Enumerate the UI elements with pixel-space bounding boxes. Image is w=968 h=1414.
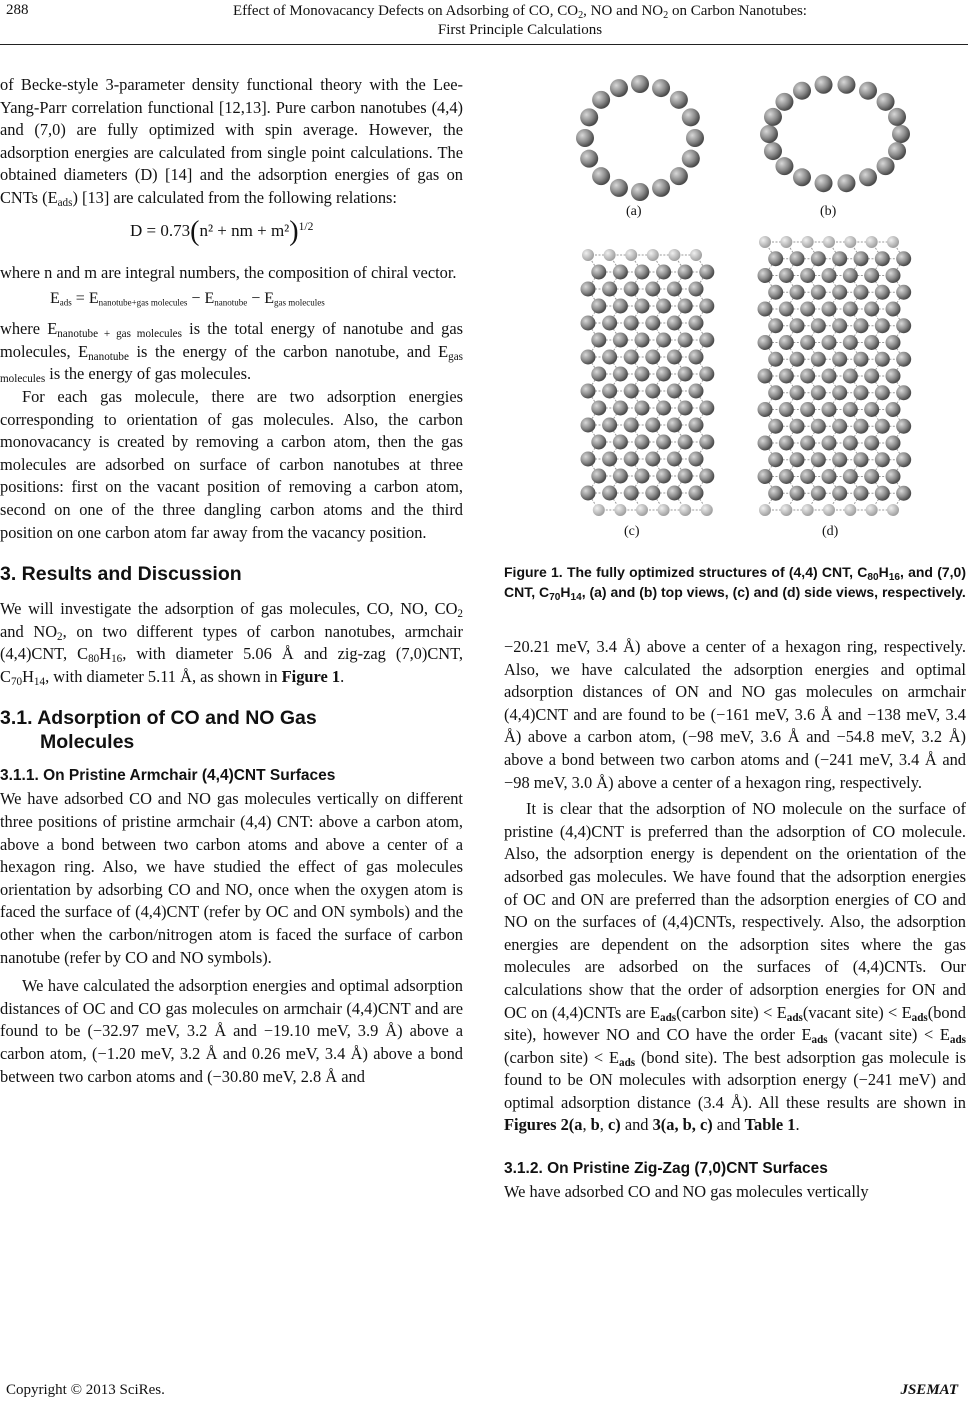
carbon-atom xyxy=(602,316,617,331)
carbon-atom xyxy=(822,302,837,317)
carbon-atom xyxy=(888,142,906,160)
carbon-atom xyxy=(802,236,814,248)
carbon-atom xyxy=(793,168,811,186)
carbon-atom xyxy=(645,418,660,433)
carbon-atom xyxy=(624,452,639,467)
carbon-atom xyxy=(896,419,911,434)
carbon-atom xyxy=(886,402,901,417)
carbon-atom xyxy=(843,469,858,484)
carbon-atom xyxy=(758,469,773,484)
paragraph: of Becke-style 3-parameter density functional theory with the Lee-Yang-Parr correlation functional [12,13]. Pure carbon nanotubes (4,4) and (7,0) are fully optimized with spin average. However, the adsorption energies are calculated from single point calculations. The obtained diameters (D) [14] and the adsorption energies of gas on CNTs $(E_{ads})$ [13] are calculated from the following relations: xyxy=(0,75,463,210)
carbon-atom xyxy=(779,402,794,417)
carbon-atom xyxy=(859,168,877,186)
carbon-atom xyxy=(591,469,606,484)
carbon-atom xyxy=(645,486,660,501)
carbon-atom xyxy=(667,452,682,467)
carbon-atom xyxy=(635,469,650,484)
carbon-atom xyxy=(843,402,858,417)
carbon-atom xyxy=(859,82,877,100)
carbon-atom xyxy=(854,419,869,434)
carbon-atom xyxy=(888,108,906,126)
carbon-atom xyxy=(613,469,628,484)
carbon-atom xyxy=(892,125,910,143)
carbon-atom xyxy=(768,318,783,333)
side-view-4-4-cnt xyxy=(581,249,715,516)
carbon-atom xyxy=(699,299,714,314)
paragraph: We have calculated the adsorption energies and optimal adsorption distances of OC and CO gas molecules on armchair (4,4)CNT and are found to be (−32.97 meV, 3.2 Å and −19.10 meV, 3.9 Å) above a carbon atom, (−1.20 meV, 3.2 Å and 0.26 meV, 3.4 Å) above a bond between two carbon atoms and (−30.80 meV, 2.8 Å and xyxy=(0,976,463,1086)
carbon-atom xyxy=(864,436,879,451)
carbon-atom xyxy=(592,167,610,185)
carbon-atom xyxy=(811,352,826,367)
journal-abbrev: JSEMAT xyxy=(900,1382,958,1398)
carbon-atom xyxy=(679,504,691,516)
left-column xyxy=(0,74,463,1088)
carbon-atom xyxy=(635,435,650,450)
carbon-atom xyxy=(768,385,783,400)
page-header xyxy=(0,0,968,46)
equation-adsorption-energy: $E_{ads} = E_{nanotube+gas molecules} - E_{nanotube} - E_{gas molecules}$ xyxy=(50,290,325,308)
carbon-atom xyxy=(815,76,833,94)
carbon-atom xyxy=(875,251,890,266)
carbon-atom xyxy=(602,282,617,297)
carbon-atom xyxy=(823,504,835,516)
carbon-atom xyxy=(877,93,895,111)
carbon-atom xyxy=(877,157,895,175)
carbon-atom xyxy=(602,486,617,501)
carbon-atom xyxy=(580,150,598,168)
carbon-atom xyxy=(604,249,616,261)
paragraph: For each gas molecule, there are two adsorption energies corresponding to orientation of gas molecules. Also, the carbon monovacancy is created by removing a carbon atom, then the gas molecules are adsorbed on surface of carbon nanotubes at three positions: first on the vacant position of removing a carbon atom, second on one of the three dangling carbon atoms and the third position on one carbon atom far away from the vacancy position. xyxy=(0,386,463,542)
carbon-atom xyxy=(775,157,793,175)
carbon-atom xyxy=(864,268,879,283)
carbon-atom xyxy=(886,268,901,283)
label-a: (a) xyxy=(626,204,642,219)
carbon-atom xyxy=(576,129,594,147)
carbon-atom xyxy=(822,369,837,384)
carbon-atom xyxy=(686,129,704,147)
carbon-atom xyxy=(832,318,847,333)
carbon-atom xyxy=(631,75,649,93)
carbon-atom xyxy=(699,367,714,382)
carbon-atom xyxy=(682,150,700,168)
carbon-atom xyxy=(837,76,855,94)
carbon-atom xyxy=(581,418,596,433)
carbon-atom xyxy=(593,504,605,516)
carbon-atom xyxy=(811,385,826,400)
carbon-atom xyxy=(635,367,650,382)
carbon-atom xyxy=(866,504,878,516)
carbon-atom xyxy=(689,486,704,501)
carbon-atom xyxy=(645,350,660,365)
carbon-atom xyxy=(624,316,639,331)
carbon-atom xyxy=(800,469,815,484)
carbon-atom xyxy=(624,282,639,297)
carbon-atom xyxy=(811,452,826,467)
running-title: Effect of Monovacancy Defects on Adsorbing of CO, $CO_2$, NO and $NO_2$ on Carbon Nanotubes: First Principle Calculations xyxy=(233,3,807,38)
carbon-atom xyxy=(613,401,628,416)
carbon-atom xyxy=(690,249,702,261)
carbon-atom xyxy=(591,299,606,314)
carbon-atom xyxy=(699,333,714,348)
copyright: Copyright © 2013 SciRes. xyxy=(6,1382,165,1398)
carbon-atom xyxy=(886,469,901,484)
carbon-atom xyxy=(854,251,869,266)
carbon-atom xyxy=(645,316,660,331)
carbon-atom xyxy=(613,367,628,382)
carbon-atom xyxy=(854,318,869,333)
label-b: (b) xyxy=(820,204,837,219)
carbon-atom xyxy=(760,125,778,143)
carbon-atom xyxy=(864,402,879,417)
carbon-atom xyxy=(667,282,682,297)
carbon-atom xyxy=(582,249,594,261)
carbon-atom xyxy=(822,335,837,350)
carbon-atom xyxy=(843,302,858,317)
carbon-atom xyxy=(800,335,815,350)
carbon-atom xyxy=(768,285,783,300)
carbon-atom xyxy=(591,367,606,382)
carbon-atom xyxy=(854,352,869,367)
figure-caption: Figure 1. The fully optimized structures of (4,4) CNT, $C_{80}H_{16}$, and (7,0) CNT, $C_{70}H_{14}$, (a) and (b) top views, (c) and (d) side views, respectively. xyxy=(504,564,966,603)
carbon-atom xyxy=(581,452,596,467)
carbon-atom xyxy=(790,251,805,266)
carbon-atom xyxy=(591,401,606,416)
carbon-atom xyxy=(896,352,911,367)
carbon-atom xyxy=(768,251,783,266)
side-view-7-0-cnt xyxy=(758,236,912,516)
carbon-atom xyxy=(811,285,826,300)
carbon-atom xyxy=(758,268,773,283)
carbon-atom xyxy=(780,504,792,516)
carbon-atom xyxy=(636,504,648,516)
carbon-atom xyxy=(624,418,639,433)
carbon-atom xyxy=(886,335,901,350)
carbon-atom xyxy=(667,486,682,501)
carbon-atom xyxy=(699,435,714,450)
carbon-atom xyxy=(896,486,911,501)
carbon-atom xyxy=(678,333,693,348)
carbon-atom xyxy=(811,419,826,434)
carbon-atom xyxy=(647,249,659,261)
carbon-atom xyxy=(759,236,771,248)
carbon-atom xyxy=(656,469,671,484)
carbon-atom xyxy=(602,418,617,433)
carbon-atom xyxy=(689,316,704,331)
carbon-atom xyxy=(658,504,670,516)
carbon-atom xyxy=(591,435,606,450)
carbon-atom xyxy=(832,452,847,467)
carbon-atom xyxy=(896,318,911,333)
carbon-atom xyxy=(832,251,847,266)
carbon-atom xyxy=(613,299,628,314)
carbon-atom xyxy=(667,316,682,331)
carbon-atom xyxy=(815,174,833,192)
carbon-atom xyxy=(832,285,847,300)
paragraph: −20.21 meV, 3.4 Å) above a center of a hexagon ring, respectively. Also, we have calculated the adsorption energies and optimal adsorption distances of ON and NO gas molecules on armchair (4,4)CNT and are found to be (−161 meV, 3.6 Å and −138 meV, 3.4 Å) above a carbon atom, (−98 meV, 3.6 Å and −54.8 meV, 3.2 Å) above a bond between two carbon atoms and (−241 meV, 3.4 Å and −98 meV, 3.0 Å) above a center of a hexagon ring, respectively. xyxy=(504,637,966,792)
carbon-atom xyxy=(635,265,650,280)
carbon-atom xyxy=(613,435,628,450)
carbon-atom xyxy=(800,302,815,317)
carbon-atom xyxy=(652,179,670,197)
carbon-atom xyxy=(768,452,783,467)
carbon-atom xyxy=(864,335,879,350)
carbon-atom xyxy=(689,418,704,433)
carbon-atom xyxy=(886,369,901,384)
carbon-atom xyxy=(864,469,879,484)
paragraph: We have adsorbed CO and NO gas molecules vertically xyxy=(504,1182,869,1202)
carbon-atom xyxy=(800,436,815,451)
carbon-atom xyxy=(758,436,773,451)
carbon-atom xyxy=(875,419,890,434)
carbon-atom xyxy=(832,419,847,434)
paragraph: where $E_{nanotube + gas molecules}$ is the total energy of nanotube and gas molecules, $E_{nanotube}$ is the energy of the carbon nanotube, and $E_{gas molecules}$ is the energy of gas molecules. xyxy=(0,319,463,386)
carbon-atom xyxy=(790,486,805,501)
carbon-atom xyxy=(645,452,660,467)
carbon-atom xyxy=(802,504,814,516)
carbon-atom xyxy=(779,369,794,384)
carbon-atom xyxy=(793,82,811,100)
carbon-atom xyxy=(864,302,879,317)
label-d: (d) xyxy=(822,524,839,539)
carbon-atom xyxy=(886,302,901,317)
carbon-atom xyxy=(822,469,837,484)
carbon-atom xyxy=(768,486,783,501)
carbon-atom xyxy=(682,108,700,126)
carbon-atom xyxy=(668,249,680,261)
carbon-atom xyxy=(656,435,671,450)
carbon-atom xyxy=(581,486,596,501)
carbon-atom xyxy=(591,333,606,348)
label-c: (c) xyxy=(624,524,640,539)
carbon-atom xyxy=(581,282,596,297)
carbon-atom xyxy=(837,174,855,192)
carbon-atom xyxy=(670,91,688,109)
carbon-atom xyxy=(887,504,899,516)
carbon-atom xyxy=(832,385,847,400)
carbon-atom xyxy=(764,108,782,126)
carbon-atom xyxy=(591,265,606,280)
carbon-atom xyxy=(811,251,826,266)
carbon-atom xyxy=(613,265,628,280)
carbon-atom xyxy=(864,369,879,384)
top-view-7-0-cnt xyxy=(760,76,910,192)
carbon-atom xyxy=(624,350,639,365)
carbon-atom xyxy=(779,302,794,317)
carbon-atom xyxy=(875,318,890,333)
carbon-atom xyxy=(689,384,704,399)
carbon-atom xyxy=(624,384,639,399)
carbon-atom xyxy=(656,333,671,348)
carbon-atom xyxy=(822,402,837,417)
carbon-atom xyxy=(699,401,714,416)
carbon-atom xyxy=(779,335,794,350)
carbon-atom xyxy=(581,384,596,399)
carbon-atom xyxy=(602,452,617,467)
carbon-atom xyxy=(581,350,596,365)
carbon-atom xyxy=(652,79,670,97)
carbon-atom xyxy=(875,285,890,300)
carbon-atom xyxy=(758,335,773,350)
carbon-atom xyxy=(854,452,869,467)
carbon-atom xyxy=(790,352,805,367)
carbon-atom xyxy=(758,402,773,417)
carbon-atom xyxy=(779,268,794,283)
section-heading: 3. Results and Discussion xyxy=(0,563,242,586)
carbon-atom xyxy=(866,236,878,248)
carbon-atom xyxy=(678,265,693,280)
carbon-atom xyxy=(843,369,858,384)
carbon-atom xyxy=(758,369,773,384)
carbon-atom xyxy=(613,333,628,348)
carbon-atom xyxy=(758,302,773,317)
carbon-atom xyxy=(886,436,901,451)
subsubsection-heading: 3.1.1. On Pristine Armchair (4,4)CNT Surfaces xyxy=(0,767,336,785)
carbon-atom xyxy=(790,419,805,434)
carbon-atom xyxy=(656,367,671,382)
carbon-atom xyxy=(580,108,598,126)
carbon-atom xyxy=(602,384,617,399)
carbon-atom xyxy=(678,299,693,314)
carbon-atom xyxy=(768,419,783,434)
carbon-atom xyxy=(779,436,794,451)
carbon-atom xyxy=(614,504,626,516)
subsection-heading: 3.1. Adsorption of CO and NO Gas Molecules xyxy=(0,707,317,754)
carbon-atom xyxy=(701,504,713,516)
carbon-atom xyxy=(667,384,682,399)
carbon-atom xyxy=(822,436,837,451)
carbon-atom xyxy=(790,285,805,300)
carbon-atom xyxy=(844,504,856,516)
header-rule xyxy=(0,44,968,45)
carbon-atom xyxy=(581,316,596,331)
carbon-atom xyxy=(790,318,805,333)
carbon-atom xyxy=(678,401,693,416)
carbon-atom xyxy=(790,452,805,467)
carbon-atom xyxy=(635,401,650,416)
carbon-atom xyxy=(844,236,856,248)
carbon-atom xyxy=(689,282,704,297)
carbon-atom xyxy=(822,268,837,283)
carbon-atom xyxy=(678,469,693,484)
paragraph: We have adsorbed CO and NO gas molecules vertically on different three positions of pristine armchair (4,4) CNT: above a carbon atom, above a bond between two carbon atoms and above a center of a hexagon ring. Also, we have studied the effect of gas molecules orientation by adsorbing CO and NO, once when the oxygen atom is faced the surface of (4,4)CNT (refer by OC and ON symbols) and the other when the carbon/nitrogen atom is faced the surface of carbon nanotube (refer by CO and NO symbols). xyxy=(0,789,463,967)
carbon-atom xyxy=(854,285,869,300)
carbon-atom xyxy=(667,418,682,433)
carbon-atom xyxy=(800,402,815,417)
carbon-atom xyxy=(800,268,815,283)
carbon-atom xyxy=(678,435,693,450)
carbon-atom xyxy=(843,335,858,350)
paragraph: It is clear that the adsorption of NO molecule on the surface of pristine (4,4)CNT is preferred than the adsorption of CO molecule. Also, the adsorption energy is dependent on the orientation of the adsorbed gas molecules. We have found that the adsorption energies of OC and ON are preferred than the adsorption energies of CO and NO on the surfaces of (4,4)CNTs, respectively. Also, the adsorption energies are dependent on the adsorption sites where the gas molecules are adsorbed on the surfaces of (4,4)CNTs. Our calculations show that the order of adsorption energies for ON and OC on (4,4)CNTs are $E_{ads}(carbon$ site) < $E_{ads}(vacant$ site) < $E_{ads}(bond$ site), however NO and CO have the order $E_{ads}$ (vacant site) < $E_{ads}$ (carbon site) < $E_{ads}$ (bond site). The best adsorption gas molecule is found to be ON molecules with adsorption energy (−241 meV) and optimal adsorption distance (3.4 Å). All these results are shown in Figures 2(a, b, c) and 3(a, b, c) and Table 1. xyxy=(504,799,967,1135)
carbon-atom xyxy=(780,236,792,248)
top-view-4-4-cnt xyxy=(576,75,704,201)
carbon-atom xyxy=(699,469,714,484)
subsubsection-heading: 3.1.2. On Pristine Zig-Zag (7,0)CNT Surfaces xyxy=(504,1160,828,1178)
carbon-atom xyxy=(875,352,890,367)
carbon-atom xyxy=(635,299,650,314)
carbon-atom xyxy=(896,251,911,266)
carbon-atom xyxy=(896,385,911,400)
equation-diameter: D = 0.73(n² + nm + m²)$^{1/2}$ xyxy=(130,215,314,247)
carbon-atom xyxy=(779,469,794,484)
carbon-atom xyxy=(775,93,793,111)
carbon-atom xyxy=(645,384,660,399)
carbon-atom xyxy=(843,268,858,283)
carbon-atom xyxy=(759,504,771,516)
carbon-atom xyxy=(592,91,610,109)
carbon-atom xyxy=(656,265,671,280)
right-column xyxy=(504,636,966,1204)
carbon-atom xyxy=(843,436,858,451)
carbon-atom xyxy=(602,350,617,365)
figure-1 xyxy=(540,70,960,550)
carbon-atom xyxy=(699,265,714,280)
carbon-atom xyxy=(875,385,890,400)
carbon-atom xyxy=(832,352,847,367)
carbon-atom xyxy=(670,167,688,185)
carbon-atom xyxy=(811,486,826,501)
carbon-atom xyxy=(790,385,805,400)
carbon-atom xyxy=(645,282,660,297)
carbon-atom xyxy=(656,299,671,314)
carbon-atom xyxy=(678,367,693,382)
carbon-atom xyxy=(832,486,847,501)
carbon-atom xyxy=(854,385,869,400)
carbon-atom xyxy=(854,486,869,501)
carbon-atom xyxy=(896,452,911,467)
carbon-atom xyxy=(875,486,890,501)
paragraph: where n and m are integral numbers, the composition of chiral vector. xyxy=(0,262,457,282)
carbon-atom xyxy=(656,401,671,416)
carbon-atom xyxy=(896,285,911,300)
carbon-atom xyxy=(635,333,650,348)
carbon-atom xyxy=(823,236,835,248)
carbon-atom xyxy=(631,183,649,201)
carbon-atom xyxy=(625,249,637,261)
paragraph: We will investigate the adsorption of gas molecules, CO, NO, $CO_2$ and $NO_2$, on two different types of carbon nanotubes, armchair (4,4)CNT, $C_{80}H_{16}$, with diameter 5.06 Å and zig-zag (7,0)CNT, $C_{70}H_{14}$, with diameter 5.11 Å, as shown in Figure 1. xyxy=(0,599,464,688)
nanotube-structures-image xyxy=(540,70,960,550)
carbon-atom xyxy=(610,179,628,197)
carbon-atom xyxy=(811,318,826,333)
carbon-atom xyxy=(800,369,815,384)
carbon-atom xyxy=(887,236,899,248)
carbon-atom xyxy=(610,79,628,97)
carbon-atom xyxy=(667,350,682,365)
carbon-atom xyxy=(624,486,639,501)
carbon-atom xyxy=(768,352,783,367)
page-number: 288 xyxy=(6,2,29,18)
carbon-atom xyxy=(689,350,704,365)
carbon-atom xyxy=(875,452,890,467)
carbon-atom xyxy=(689,452,704,467)
carbon-atom xyxy=(764,142,782,160)
